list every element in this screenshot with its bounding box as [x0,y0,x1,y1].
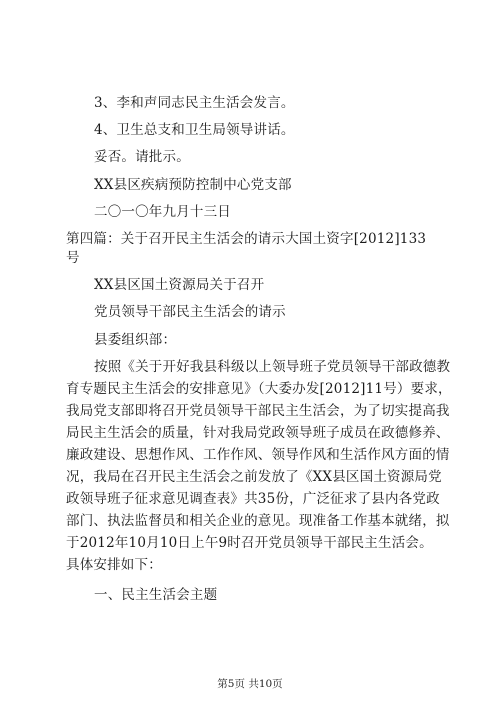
doc-title-line-2: 党员领导干部民主生活会的请示 [94,304,286,320]
page-footer: 第5页 共10页 [217,678,283,690]
agenda-item-4: 4、卫生总支和卫生局领导讲话。 [94,122,295,138]
body-line-7: 政领导班子征求意见调查表》共35份，广泛征求了县内各党政 [66,491,440,507]
body-line-9: 于2012年10月10日上午9时召开党员领导干部民主生活会。 [66,535,433,551]
subsection-heading: 一、民主生活会主题 [94,587,218,603]
doc-title-line-1: XX县区国土资源局关于召开 [94,277,265,293]
agenda-item-3: 3、李和声同志民主生活会发言。 [94,95,295,111]
section-heading-cont: 号 [66,250,80,266]
body-line-4: 局民主生活会的质量，针对我局党政领导班子成员在政德修养、 [66,425,450,441]
signature-date: 二〇一〇年九月十三日 [94,204,231,220]
section-heading: 第四篇：关于召开民主生活会的请示大国土资字[2012]133 [66,231,427,247]
body-line-10: 具体安排如下： [66,557,162,573]
signature-org: XX县区疾病预防控制中心党支部 [94,177,292,193]
body-line-8: 部门、执法监督员和相关企业的意见。现准备工作基本就绪，拟 [66,513,450,529]
request-approval: 妥否。请批示。 [94,149,190,165]
body-line-1: 按照《关于开好我县科级以上领导班子党员领导干部政德教 [94,359,451,375]
body-line-2: 育专题民主生活会的安排意见》（大委办发[2012]11号）要求， [66,381,452,397]
body-line-3: 我局党支部即将召开党员领导干部民主生活会，为了切实提高我 [66,403,450,419]
body-line-5: 廉政建设、思想作风、工作作风、领导作风和生活作风方面的情 [66,447,450,463]
body-line-6: 况，我局在召开民主生活会之前发放了《XX县区国土资源局党 [66,469,442,485]
recipient: 县委组织部： [94,332,177,348]
